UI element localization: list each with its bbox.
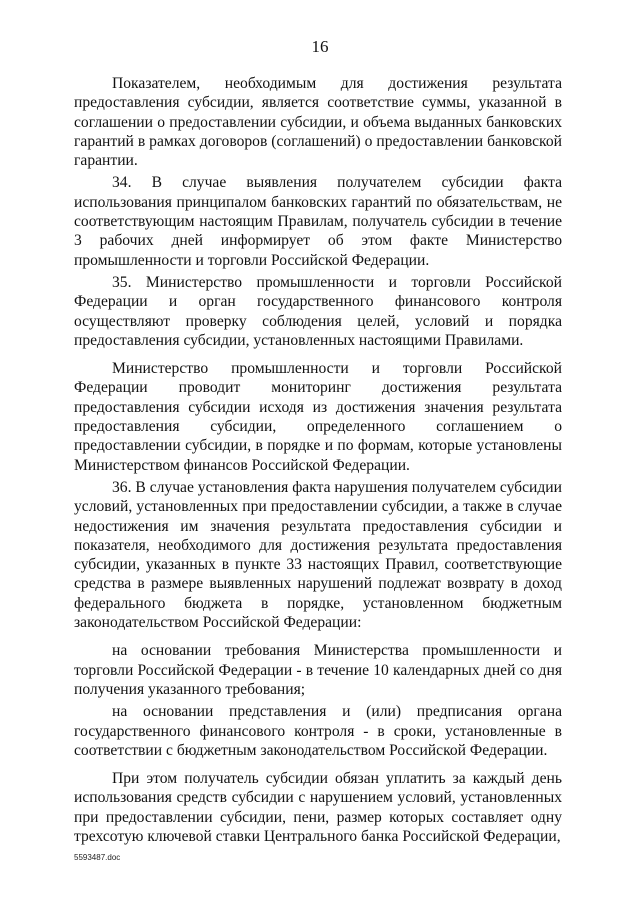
paragraph-requirement: на основании требования Министерства промышленности и торговли Российской Федерации - в течение 10 календарных дней со дня получения указанного требования; <box>74 642 562 698</box>
footer-file-name: 5593487.doc <box>74 853 121 862</box>
paragraph-35: 35. Министерство промышленности и торговли Российской Федерации и орган государственного финансового контроля осуществляют проверку соблюдения целей, условий и порядка предоставления субсидии, установленных настоящими Правилами. <box>74 273 562 349</box>
paragraph-prescription: на основании представления и (или) предписания органа государственного финансового контроля - в сроки, установленные в соответствии с бюджетным законодательством Российской Федерации. <box>74 703 562 759</box>
paragraph-34: 34. В случае выявления получателем субсидии факта использования принципалом банковских гарантий по обязательствам, не соответствующим настоящим Правилам, получатель субсидии в течение 3 рабочих дней информирует об этом факте Министерство промышленности и торговли Российской Федерации. <box>74 174 562 269</box>
paragraph-penalty: При этом получатель субсидии обязан уплатить за каждый день использования средств субсидии с нарушением условий, установленных при предоставлении субсидии, пени, размер которых составляет одну трехсотую ключевой ставки Центрального банка Российской Федерации, <box>74 770 562 845</box>
paragraph-indicator: Показателем, необходимым для достижения результата предоставления субсидии, является соответствие суммы, указанной в соглашении о предоставлении субсидии, и объема выданных банковских гарантий в рамках договоров (соглашений) о предоставлении банковской гарантии. <box>74 75 562 170</box>
page-number: 16 <box>311 37 329 56</box>
paragraph-36: 36. В случае установления факта нарушения получателем субсидии условий, установленных при предоставлении субсидии, а также в случае недостижения им значения результата предоставления субсидии и показателя, необходимого для достижения результата предоставления субсидии, указанных в пункте 33 настоящих Правил, соответствующие средства в размере выявленных нарушений подлежат возврату в доход федерального бюджета в порядке, установленном бюджетным законодательством Российской Федерации: <box>74 478 562 632</box>
paragraph-monitoring: Министерство промышленности и торговли Российской Федерации проводит мониторинг достижения результата предоставления субсидии исходя из достижения значения результата предоставления субсидии, определенного соглашением о предоставлении субсидии, в порядке и по формам, которые установлены Министерством финансов Российской Федерации. <box>74 360 562 474</box>
document-body <box>74 74 562 846</box>
